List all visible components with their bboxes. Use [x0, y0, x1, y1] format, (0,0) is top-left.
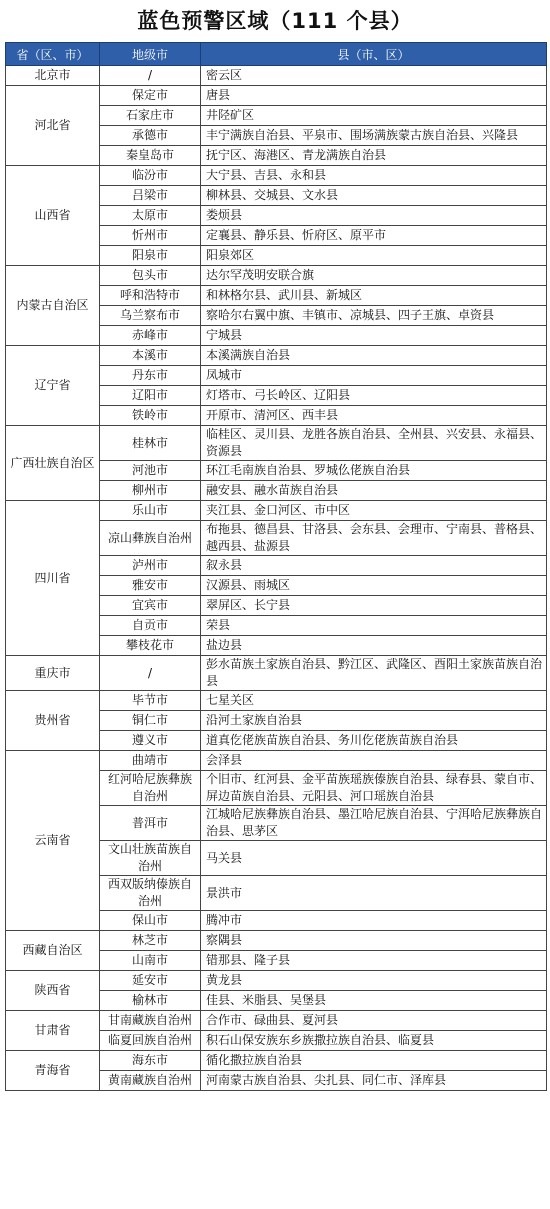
city-cell: 呼和浩特市 — [100, 286, 201, 306]
city-cell: 乐山市 — [100, 501, 201, 521]
province-cell: 北京市 — [6, 66, 100, 86]
header-city: 地级市 — [100, 43, 201, 66]
city-cell: 保山市 — [100, 911, 201, 931]
county-cell: 七星关区 — [201, 691, 547, 711]
county-cell: 汉源县、雨城区 — [201, 576, 547, 596]
county-cell: 和林格尔县、武川县、新城区 — [201, 286, 547, 306]
city-cell: 遵义市 — [100, 731, 201, 751]
city-cell: 西双版纳傣族自治州 — [100, 876, 201, 911]
city-cell: 吕梁市 — [100, 186, 201, 206]
city-cell: 延安市 — [100, 971, 201, 991]
county-cell: 本溪满族自治县 — [201, 346, 547, 366]
city-cell: 秦皇岛市 — [100, 146, 201, 166]
county-cell: 娄烦县 — [201, 206, 547, 226]
city-cell: 普洱市 — [100, 806, 201, 841]
page-title: 蓝色预警区域（111 个县） — [137, 9, 413, 33]
province-cell: 四川省 — [6, 501, 100, 656]
city-cell: 林芝市 — [100, 931, 201, 951]
county-cell: 黄龙县 — [201, 971, 547, 991]
province-cell: 云南省 — [6, 751, 100, 931]
city-cell: 忻州市 — [100, 226, 201, 246]
city-cell: 曲靖市 — [100, 751, 201, 771]
province-cell: 贵州省 — [6, 691, 100, 751]
county-cell: 柳林县、交城县、文水县 — [201, 186, 547, 206]
city-cell: 毕节市 — [100, 691, 201, 711]
province-cell: 陕西省 — [6, 971, 100, 1011]
city-cell: 凉山彝族自治州 — [100, 521, 201, 556]
county-cell: 佳县、米脂县、吴堡县 — [201, 991, 547, 1011]
county-cell: 个旧市、红河县、金平苗族瑶族傣族自治县、绿春县、蒙自市、屏边苗族自治县、元阳县、河口瑶族自治县 — [201, 771, 547, 806]
table-row — [6, 971, 547, 991]
city-cell: 自贡市 — [100, 616, 201, 636]
city-cell: 宜宾市 — [100, 596, 201, 616]
table-row — [6, 426, 547, 461]
county-cell: 盐边县 — [201, 636, 547, 656]
header-county: 县（市、区） — [201, 43, 547, 66]
county-cell: 道真仡佬族苗族自治县、务川仡佬族苗族自治县 — [201, 731, 547, 751]
county-cell: 井陉矿区 — [201, 106, 547, 126]
county-cell: 察哈尔右翼中旗、丰镇市、凉城县、四子王旗、卓资县 — [201, 306, 547, 326]
city-cell: 辽阳市 — [100, 386, 201, 406]
county-cell: 彭水苗族土家族自治县、黔江区、武隆区、酉阳土家族苗族自治县 — [201, 656, 547, 691]
city-cell: 海东市 — [100, 1051, 201, 1071]
county-cell: 错那县、隆子县 — [201, 951, 547, 971]
province-cell: 重庆市 — [6, 656, 100, 691]
table-row — [6, 751, 547, 771]
province-cell: 甘肃省 — [6, 1011, 100, 1051]
county-cell: 达尔罕茂明安联合旗 — [201, 266, 547, 286]
county-cell: 环江毛南族自治县、罗城仫佬族自治县 — [201, 461, 547, 481]
city-cell: 铁岭市 — [100, 406, 201, 426]
table-row — [6, 266, 547, 286]
city-cell: 柳州市 — [100, 481, 201, 501]
county-cell: 江城哈尼族彝族自治县、墨江哈尼族自治县、宁洱哈尼族彝族自治县、思茅区 — [201, 806, 547, 841]
county-cell: 沿河土家族自治县 — [201, 711, 547, 731]
city-cell: 乌兰察布市 — [100, 306, 201, 326]
city-cell: 攀枝花市 — [100, 636, 201, 656]
header-province: 省（区、市） — [6, 43, 100, 66]
province-cell: 青海省 — [6, 1051, 100, 1091]
county-cell: 马关县 — [201, 841, 547, 876]
county-cell: 翠屏区、长宁县 — [201, 596, 547, 616]
county-cell: 察隅县 — [201, 931, 547, 951]
table-row — [6, 501, 547, 521]
table-body — [6, 66, 547, 1091]
county-cell: 凤城市 — [201, 366, 547, 386]
city-cell: 石家庄市 — [100, 106, 201, 126]
city-cell: 铜仁市 — [100, 711, 201, 731]
table-row — [6, 86, 547, 106]
county-cell: 荣县 — [201, 616, 547, 636]
county-cell: 定襄县、静乐县、忻府区、原平市 — [201, 226, 547, 246]
province-cell: 西藏自治区 — [6, 931, 100, 971]
city-cell: 丹东市 — [100, 366, 201, 386]
city-cell: 承德市 — [100, 126, 201, 146]
county-cell: 唐县 — [201, 86, 547, 106]
table-row — [6, 931, 547, 951]
county-cell: 临桂区、灵川县、龙胜各族自治县、全州县、兴安县、永福县、资源县 — [201, 426, 547, 461]
county-cell: 宁城县 — [201, 326, 547, 346]
table-row — [6, 1011, 547, 1031]
county-cell: 融安县、融水苗族自治县 — [201, 481, 547, 501]
province-cell: 辽宁省 — [6, 346, 100, 426]
city-cell: 黄南藏族自治州 — [100, 1071, 201, 1091]
table-row — [6, 346, 547, 366]
county-cell: 合作市、碌曲县、夏河县 — [201, 1011, 547, 1031]
province-cell: 山西省 — [6, 166, 100, 266]
county-cell: 大宁县、吉县、永和县 — [201, 166, 547, 186]
city-cell: 文山壮族苗族自治州 — [100, 841, 201, 876]
city-cell: 河池市 — [100, 461, 201, 481]
table-row — [6, 656, 547, 691]
city-cell: 临汾市 — [100, 166, 201, 186]
county-cell: 腾冲市 — [201, 911, 547, 931]
city-cell: 临夏回族自治州 — [100, 1031, 201, 1051]
city-cell: 保定市 — [100, 86, 201, 106]
province-cell: 河北省 — [6, 86, 100, 166]
city-cell: 雅安市 — [100, 576, 201, 596]
warning-region-table — [5, 42, 547, 1091]
city-cell: 本溪市 — [100, 346, 201, 366]
city-cell: 桂林市 — [100, 426, 201, 461]
table-header-row — [6, 43, 547, 66]
county-cell: 会泽县 — [201, 751, 547, 771]
city-cell: 甘南藏族自治州 — [100, 1011, 201, 1031]
city-cell: 榆林市 — [100, 991, 201, 1011]
county-cell: 灯塔市、弓长岭区、辽阳县 — [201, 386, 547, 406]
city-cell: 包头市 — [100, 266, 201, 286]
county-cell: 阳泉郊区 — [201, 246, 547, 266]
county-cell: 夹江县、金口河区、市中区 — [201, 501, 547, 521]
county-cell: 景洪市 — [201, 876, 547, 911]
city-cell: 赤峰市 — [100, 326, 201, 346]
city-cell: 阳泉市 — [100, 246, 201, 266]
city-cell: 泸州市 — [100, 556, 201, 576]
county-cell: 循化撒拉族自治县 — [201, 1051, 547, 1071]
city-cell: / — [100, 656, 201, 691]
county-cell: 河南蒙古族自治县、尖扎县、同仁市、泽库县 — [201, 1071, 547, 1091]
table-row — [6, 166, 547, 186]
county-cell: 布拖县、德昌县、甘洛县、会东县、会理市、宁南县、普格县、越西县、盐源县 — [201, 521, 547, 556]
city-cell: 山南市 — [100, 951, 201, 971]
city-cell: 太原市 — [100, 206, 201, 226]
province-cell: 广西壮族自治区 — [6, 426, 100, 501]
table-row — [6, 1051, 547, 1071]
county-cell: 丰宁满族自治县、平泉市、围场满族蒙古族自治县、兴隆县 — [201, 126, 547, 146]
county-cell: 密云区 — [201, 66, 547, 86]
province-cell: 内蒙古自治区 — [6, 266, 100, 346]
county-cell: 开原市、清河区、西丰县 — [201, 406, 547, 426]
city-cell: 红河哈尼族彝族自治州 — [100, 771, 201, 806]
table-row — [6, 66, 547, 86]
county-cell: 叙永县 — [201, 556, 547, 576]
county-cell: 积石山保安族东乡族撒拉族自治县、临夏县 — [201, 1031, 547, 1051]
city-cell: / — [100, 66, 201, 86]
table-row — [6, 691, 547, 711]
county-cell: 抚宁区、海港区、青龙满族自治县 — [201, 146, 547, 166]
